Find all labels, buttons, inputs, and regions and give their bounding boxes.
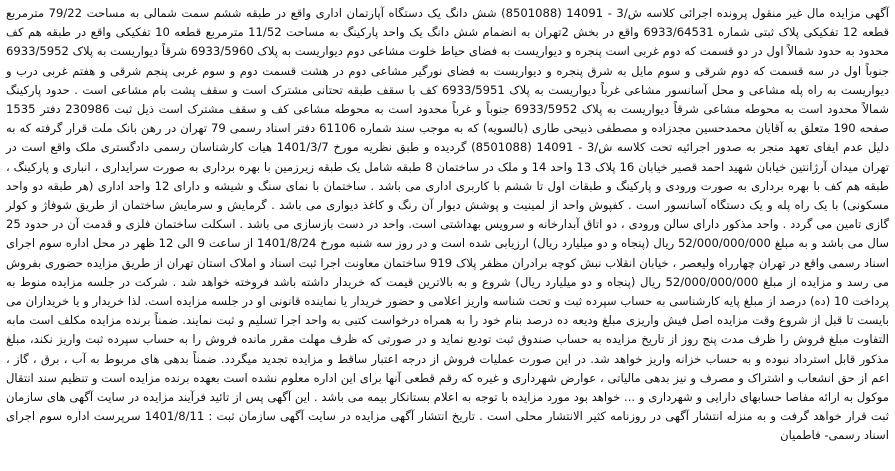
auction-notice-body: آگهی مزایده مال غیر منقول پرونده اجرائی کلاسه ش/3 - 14091 (8501088) شش دانگ یک دستگاه آپارتمان اداری واقع در طبقه ششم سمت شمالی به مساحت 79/22 مترمربع قطعه 12 تفکیکی پلاک ثبتی شماره 6933/64531 واقع در بخش 2تهران به انضمام شش دانگ یک واحد پارکینگ به مساحت 11/52 مترمربع قطعه 10 تفکیکی واقع در طبقه هم کف محدود به حدود شمالاً اول در دو قسمت که دوم غربی است پنجره و دیواریست به فضای حیاط خلوت مشاعی دوم دیواریست به پلاک 6933/5960 شرقاً دیواریست به پلاک 6933/5952 جنوباً اول در سه قسمت که دوم شرقی و سوم مایل به شرق پنجره و دیواریست به فضای نورگیر مشاعی دوم در هشت قسمت دوم و سوم غربی پنجم شرقی و هفتم غربی درب و دیواریست به راه پله مشاعی و محل آسانسور مشاعی غرباً دیواریست به پلاک 6933/5951 کف با سقف طبقه تحتانی مشترک است و سقف پشت بام مشاعی است . حدود پارکینگ شمالاً محدود است به محوطه مشاعی شرقاً دیواریست به پلاک 6933/5952 جنوباً و غرباً محدود است به محوطه مشاعی کف و سقف مشترک است ذیل ثبت 230986 دفتر 1535 صفحه 190 متعلق به آقایان محمدحسین مجدزاده و مصطفی ذبیحی طاری (بالسویه) که به موجب سند شماره 61106 دفتر اسناد رسمی 79 تهران در رهن بانک ملت قرار گرفته که به دلیل عدم ایفای تعهد منجر به صدور اجرائیه تحت کلاسه ش/3 - 14091 (8501088) گردیده و طبق نظریه مورخ 1401/3/7 هیات کارشناسان رسمی دادگستری ملک واقع است در تهران میدان آرژانتین خیابان شهید احمد قصیر خیابان 16 پلاک 13 واحد 14 و ملک در ساختمان 8 طبقه شامل یک طبقه زیرزمین با بهره برداری به صورت سرایداری ، انباری و پارکینگ ، طبقه هم کف با بهره برداری به صورت ورودی و پارکینگ و طبقات اول تا ششم با کاربری اداری می باشد . ساختمان با نمای سنگ و شیشه و دارای 12 واحد اداری (هر طبقه دو واحد مسکونی) با یک راه پله و یک دستگاه آسانسور است . کفپوش واحد از لمینیت و پوشش دیوار آن رنگ و کاغذ دیواری می باشد . گرمایش و سرمایش ساختمان از طریق شوفاژ و کولر گازی تامین می گردد . واحد مذکور دارای سالن ورودی ، دو اتاق آبدارخانه و سرویس بهداشتی است. واحد در دست بازسازی می باشد . اسکلت ساختمان فلزی و قدمت آن در حدود 25 سال می باشد و به مبلغ 52/000/000/000 ریال (پنجاه و دو میلیارد ریال) ارزیابی شده است و در روز سه شنبه مورخ 1401/8/24 از ساعت 9 الی 12 ظهر در محل اداره سوم اجرای اسناد رسمی واقع در تهران چهارراه ولیعصر ، خیابان انقلاب نبش کوچه برادران مظفر پلاک 919 ساختمان معاونت اجرا ثبت اسناد و املاک استان تهران از طریق مزایده حضوری بفروش می رسد و مزایده از مبلغ 52/000/000/000 ریال (پنجاه و دو میلیارد ریال) شروع و به بالاترین قیمت که خریدار داشته باشد فروخته خواهد شد . شرکت در جلسه مزایده منوط به پرداخت 10 (ده) درصد از مبلغ پایه کارشناسی به حساب سپرده ثبت و تحت شناسه واریز اعلامی و حضور خریدار یا نماینده قانونی او در جلسه مزایده است. لذا خریدار و یا خریداران می بایست تا قبل از شروع وقت مزایده اصل فیش واریزی مبلغ ودیعه ده درصد بنام خود را به همراه درخواست کتبی به واحد اجرا تسلیم و ثبت نمایند. ضمناً برنده مزایده مکلف است مابه التفاوت مبلغ فروش را ظرف مدت پنج روز از تاریخ مزایده به حساب صندوق ثبت تودیع نماید و در صورتی که ظرف مهلت مقرر مانده فروش را به حساب سپرده ثبت واریز نکند، مبلغ مذکور قابل استرداد نبوده و به حساب خزانه واریز خواهد شد. در این صورت عملیات فروش از درجه اعتبار ساقط و مزایده تجدید میگردد. ضمناً بدهی های مربوط به آب ، برق ، گاز ، اعم از حق انشعاب و اشتراک و مصرف و نیز بدهی مالیاتی ، عوارض شهرداری و غیره که رقم قطعی آنها برای این اداره معلوم نشده است بعهده برنده مزایده است و تنظیم سند انتقال موکول به ارائه مفاصا حسابهای دارایی و شهرداری و ... خواهد بود مورد مزایده با توجه به اعلام بستانکار بیمه می باشد . این آگهی پس از تائید فرآیند مزایده در سایت آگهی های سازمان ثبت قرار خواهد گرفت و به منزله انتشار آگهی در روزنامه کثیر الانتشار محلی است . تاریخ انتشار آگهی مزایده در سایت آگهی سازمان ثبت : 1401/8/11 سرپرست اداره سوم اجرای اسناد رسمی- فاطمیان bbox=[6, 6, 890, 443]
